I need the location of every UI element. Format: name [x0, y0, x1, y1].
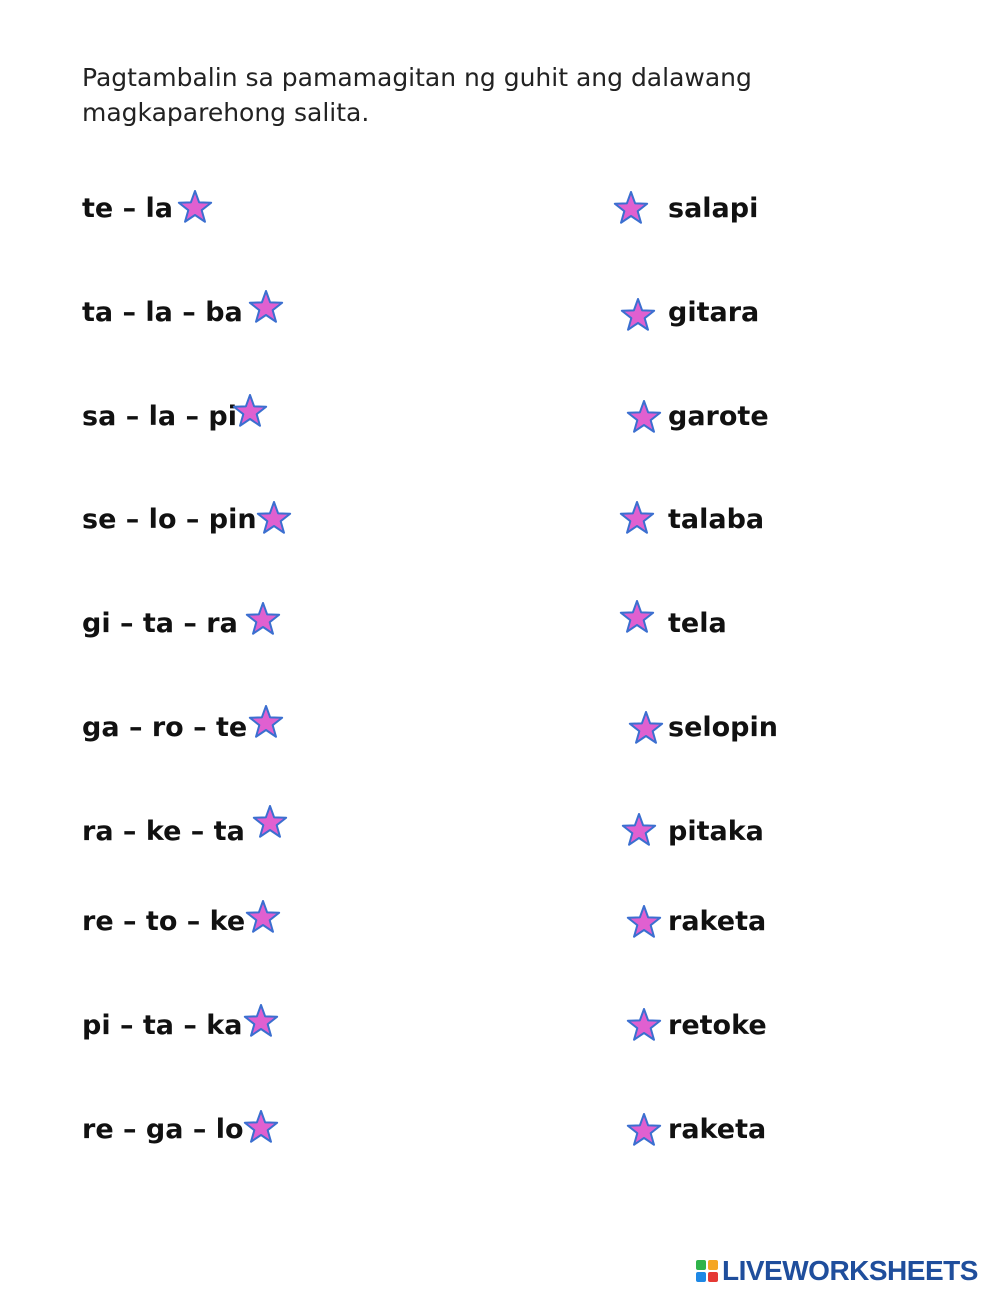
left-star-icon-5[interactable] [245, 601, 281, 637]
star-shape [619, 599, 655, 635]
right-word-5: tela [668, 608, 727, 639]
right-star-icon-3[interactable] [626, 399, 662, 435]
left-word-3: sa – la – pi [82, 401, 237, 432]
right-star-icon-9[interactable] [626, 1007, 662, 1043]
left-word-9: pi – ta – ka [82, 1010, 243, 1041]
right-word-1: salapi [668, 193, 759, 224]
right-star-icon-4[interactable] [619, 500, 655, 536]
right-word-9: retoke [668, 1010, 767, 1041]
star-shape [252, 804, 288, 840]
right-word-7: pitaka [668, 816, 764, 847]
left-word-10: re – ga – lo [82, 1114, 244, 1145]
right-star-icon-10[interactable] [626, 1112, 662, 1148]
left-star-icon-4[interactable] [256, 500, 292, 536]
instructions [82, 60, 842, 130]
right-word-3: garote [668, 401, 769, 432]
instructions-line-2: magkaparehong salita. [82, 98, 370, 127]
left-word-5: gi – ta – ra [82, 608, 238, 639]
star-shape [626, 1007, 662, 1043]
star-shape [628, 710, 664, 746]
star-shape [243, 1003, 279, 1039]
star-shape [256, 500, 292, 536]
left-star-icon-1[interactable] [177, 189, 213, 225]
left-word-7: ra – ke – ta [82, 816, 245, 847]
right-word-10: raketa [668, 1114, 767, 1145]
star-shape [619, 500, 655, 536]
left-word-1: te – la [82, 193, 173, 224]
left-word-4: se – lo – pin [82, 504, 257, 535]
left-star-icon-9[interactable] [243, 1003, 279, 1039]
left-star-icon-2[interactable] [248, 289, 284, 325]
left-star-icon-8[interactable] [245, 899, 281, 935]
right-word-4: talaba [668, 504, 765, 535]
right-star-icon-1[interactable] [613, 190, 649, 226]
liveworksheets-logo [696, 1254, 978, 1288]
star-shape [243, 1109, 279, 1145]
left-star-icon-10[interactable] [243, 1109, 279, 1145]
left-star-icon-6[interactable] [248, 704, 284, 740]
star-shape [626, 399, 662, 435]
star-shape [626, 904, 662, 940]
star-shape [248, 289, 284, 325]
star-shape [245, 601, 281, 637]
logo-blocks-icon [696, 1260, 718, 1282]
right-word-6: selopin [668, 712, 778, 743]
instructions-line-1: Pagtambalin sa pamamagitan ng guhit ang dalawang [82, 63, 752, 92]
left-word-6: ga – ro – te [82, 712, 248, 743]
star-shape [613, 190, 649, 226]
star-shape [621, 812, 657, 848]
right-star-icon-6[interactable] [628, 710, 664, 746]
star-shape [248, 704, 284, 740]
left-word-8: re – to – ke [82, 906, 246, 937]
star-shape [232, 393, 268, 429]
left-star-icon-3[interactable] [232, 393, 268, 429]
left-star-icon-7[interactable] [252, 804, 288, 840]
right-star-icon-8[interactable] [626, 904, 662, 940]
star-shape [245, 899, 281, 935]
star-shape [626, 1112, 662, 1148]
star-shape [177, 189, 213, 225]
right-star-icon-7[interactable] [621, 812, 657, 848]
left-word-2: ta – la – ba [82, 297, 243, 328]
star-shape [620, 297, 656, 333]
right-star-icon-5[interactable] [619, 599, 655, 635]
right-star-icon-2[interactable] [620, 297, 656, 333]
right-word-8: raketa [668, 906, 767, 937]
logo-text: LIVEWORKSHEETS [722, 1255, 978, 1286]
right-word-2: gitara [668, 297, 760, 328]
